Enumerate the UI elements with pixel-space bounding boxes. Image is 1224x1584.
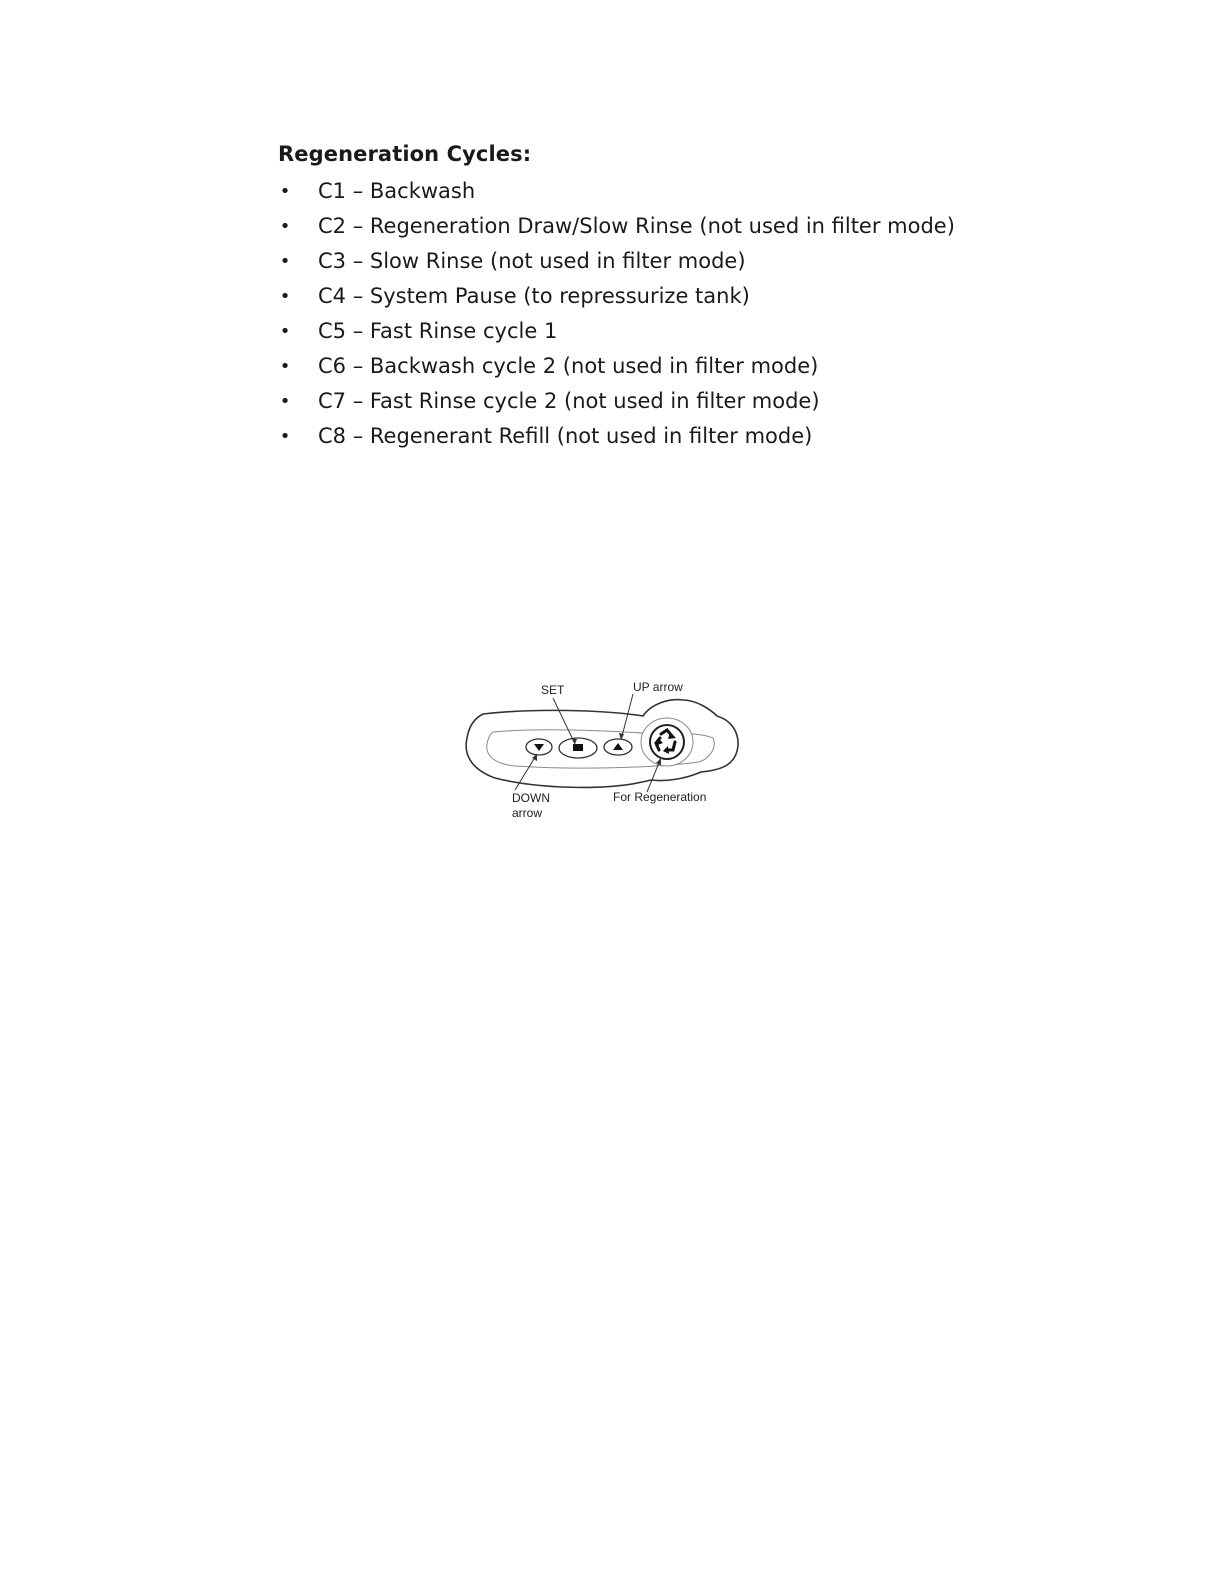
bullet-icon: • [279,391,291,412]
bullet-icon: • [279,181,291,202]
section-heading: Regeneration Cycles: [278,142,532,166]
cycle-label: C1 – Backwash [318,179,476,203]
control-panel-figure [455,672,755,832]
bullet-icon: • [279,356,291,377]
cycle-label: C4 – System Pause (to repressurize tank) [318,284,750,308]
set-label: SET [541,683,565,697]
cycle-label: C8 – Regenerant Refill (not used in filter mode) [318,424,813,448]
cycle-label: C6 – Backwash cycle 2 (not used in filter mode) [318,354,819,378]
up-arrow-label: UP arrow [633,680,683,694]
cycle-label: C2 – Regeneration Draw/Slow Rinse (not used in filter mode) [318,214,955,238]
bullet-icon: • [279,216,291,237]
down-arrow-button[interactable] [526,739,552,755]
set-button[interactable] [559,738,597,758]
control-panel-diagram [455,672,755,832]
bullet-icon: • [279,426,291,447]
up-arrow-button[interactable] [604,739,632,755]
down-arrow-label-line1: DOWN [512,791,550,805]
cycle-label: C7 – Fast Rinse cycle 2 (not used in filter mode) [318,389,820,413]
bullet-icon: • [279,321,291,342]
set-square-icon [573,744,583,751]
bullet-icon: • [279,286,291,307]
bullet-icon: • [279,251,291,272]
down-arrow-label-line2: arrow [512,806,543,820]
cycle-label: C3 – Slow Rinse (not used in filter mode) [318,249,746,273]
cycle-label: C5 – Fast Rinse cycle 1 [318,319,558,343]
regeneration-label: For Regeneration [613,790,707,804]
regeneration-button[interactable] [650,725,684,759]
